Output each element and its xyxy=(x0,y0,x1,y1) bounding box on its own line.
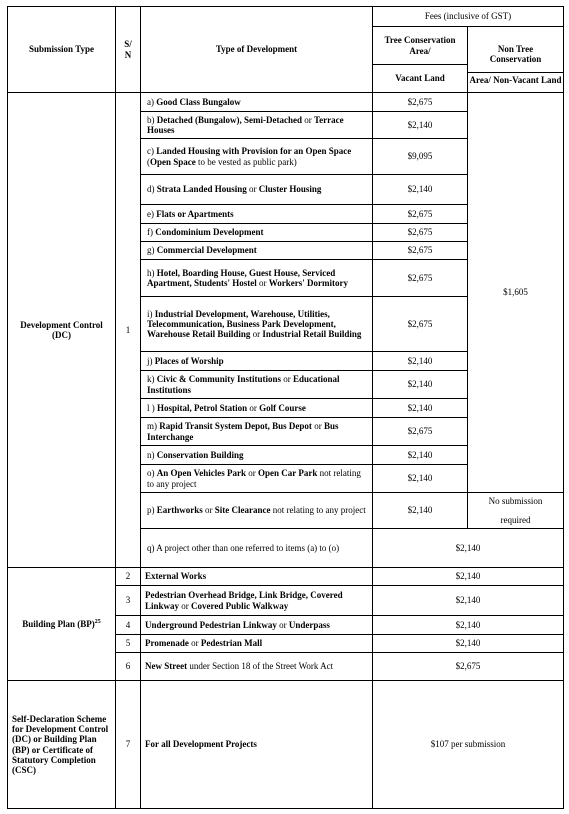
bp-sn-5: 5 xyxy=(116,635,141,653)
header-type-of-development: Type of Development xyxy=(141,7,373,93)
dc-fee-k: $2,140 xyxy=(373,371,468,399)
bp-item-3 xyxy=(141,586,373,616)
item-prefix: i) xyxy=(147,308,155,319)
item-prefix: m) xyxy=(147,421,160,432)
item-bold: Pedestrian Overhead Bridge, Link Bridge, Covered Linkway xyxy=(145,590,343,611)
bp-label-sup: 25 xyxy=(94,618,101,625)
item-bold-2: Covered Public Walkway xyxy=(191,600,289,611)
dc-fee-f: $2,675 xyxy=(373,224,468,242)
item-prefix: h) xyxy=(147,267,157,278)
item-bold: Earthworks xyxy=(156,505,203,516)
dc-fee-e: $2,675 xyxy=(373,205,468,224)
item-tail: not relating to any project xyxy=(147,468,361,489)
dc-fee-n: $2,140 xyxy=(373,446,468,465)
item-bold: Underground Pedestrian Linkway xyxy=(145,619,277,630)
bp-sn-4: 4 xyxy=(116,616,141,635)
item-bold: New Street xyxy=(145,661,188,672)
item-conj: or xyxy=(246,468,259,479)
item-conj: or xyxy=(256,278,269,288)
bp-item-6 xyxy=(141,653,373,681)
sd-label: Self-Declaration Scheme for Development Control (DC) or Building Plan (BP) or Certificate of Statutory Completion (CSC) xyxy=(8,681,116,809)
item-bold: Condominium Development xyxy=(155,227,264,238)
item-bold: Conservation Building xyxy=(156,449,244,460)
dc-item-q: q) A project other than one referred to items (a) to (o) xyxy=(141,529,373,568)
item-conj: or xyxy=(276,619,289,630)
item-conj: or xyxy=(281,374,294,385)
sd-item: For all Development Projects xyxy=(141,681,373,809)
item-bold-2: Underpass xyxy=(288,619,330,630)
dc-fee-i: $2,675 xyxy=(373,297,468,352)
item-bold-2: Pedestrian Mall xyxy=(200,638,263,649)
sd-fee: $107 per submission xyxy=(373,681,564,809)
item-bold-2: Industrial Retail Building xyxy=(262,329,362,340)
dc-fee-p: $2,140 xyxy=(373,493,468,529)
dc-item-d xyxy=(141,175,373,205)
bp-fee-2: $2,140 xyxy=(373,568,564,586)
dc-fee-d: $2,140 xyxy=(373,175,468,205)
dc-item-g xyxy=(141,242,373,260)
no-submission-line2: required xyxy=(500,515,531,525)
item-conj: or xyxy=(250,329,263,340)
item-bold-2: Site Clearance xyxy=(214,505,271,516)
dc-fee-o: $2,140 xyxy=(373,465,468,493)
dc-fee-c: $9,095 xyxy=(373,139,468,175)
item-bold: Landed Housing with Provision for an Open Space xyxy=(156,146,352,157)
dc-fee-b: $2,140 xyxy=(373,112,468,139)
bp-sn-2: 2 xyxy=(116,568,141,586)
header-vacant-land: Vacant Land xyxy=(373,65,468,93)
item-tail: to be vested as public park) xyxy=(195,156,297,167)
header-non-tree-line1: Non Tree Conservation xyxy=(489,43,542,64)
item-tail: under Section 18 of the Street Work Act xyxy=(187,661,334,672)
dc-item-k xyxy=(141,371,373,399)
item-prefix: f) xyxy=(147,227,156,238)
item-prefix: g) xyxy=(147,245,157,256)
item-prefix: c) xyxy=(147,146,157,157)
item-prefix: l ) xyxy=(147,402,157,413)
header-submission-type: Submission Type xyxy=(8,7,116,93)
header-non-vacant: Area/ Non-Vacant Land xyxy=(468,72,563,85)
dc-item-c xyxy=(141,139,373,175)
no-submission-line1: No submission xyxy=(488,495,543,506)
bp-item-2 xyxy=(141,568,373,586)
item-conj: or xyxy=(311,421,324,432)
item-bold: External Works xyxy=(145,571,207,582)
header-sn: S/ N xyxy=(116,7,141,93)
dc-item-l xyxy=(141,399,373,418)
item-bold: Strata Landed Housing xyxy=(156,184,247,195)
dc-fee-a: $2,675 xyxy=(373,93,468,112)
bp-sn-6: 6 xyxy=(116,653,141,681)
item-bold: Industrial Development, Warehouse, Utilities, Telecommunication, Business Park Development, Warehouse Retail Building xyxy=(147,308,336,340)
dc-item-p xyxy=(141,493,373,529)
item-conj: or xyxy=(246,184,259,195)
item-bold: Places of Worship xyxy=(154,355,224,366)
item-prefix: d) xyxy=(147,184,157,195)
item-conj: or xyxy=(302,114,314,125)
dc-item-i xyxy=(141,297,373,352)
item-prefix: j) xyxy=(147,355,155,366)
item-bold: An Open Vehicles Park xyxy=(156,468,247,479)
dc-item-m xyxy=(141,418,373,446)
item-conj: or xyxy=(202,505,215,516)
dc-label: Development Control (DC) xyxy=(8,93,116,568)
item-bold: Hospital, Petrol Station xyxy=(157,402,248,413)
dc-item-n xyxy=(141,446,373,465)
dc-fee-l: $2,140 xyxy=(373,399,468,418)
dc-fee-j: $2,140 xyxy=(373,352,468,371)
sd-sn: 7 xyxy=(116,681,141,809)
bp-fee-3: $2,140 xyxy=(373,586,564,616)
dc-non-tree-fee: $1,605 xyxy=(468,93,564,493)
header-non-tree-conservation xyxy=(468,27,564,93)
item-prefix: n) xyxy=(147,449,157,460)
item-prefix: a) xyxy=(147,96,157,107)
dc-item-b xyxy=(141,112,373,139)
item-conj: or xyxy=(188,638,201,649)
item-bold: Good Class Bungalow xyxy=(156,96,241,107)
bp-fee-6: $2,675 xyxy=(373,653,564,681)
item-bold: Detached (Bungalow), Semi-Detached xyxy=(156,114,302,125)
dc-item-h xyxy=(141,260,373,297)
item-bold: Hotel, Boarding House, Guest House, Serviced Apartment, Students' Hostel xyxy=(147,267,336,288)
bp-sn-3: 3 xyxy=(116,586,141,616)
bp-fee-4: $2,140 xyxy=(373,616,564,635)
item-bold: Civic & Community Institutions xyxy=(156,374,282,385)
dc-item-o xyxy=(141,465,373,493)
dc-fee-h: $2,675 xyxy=(373,260,468,297)
bp-item-5 xyxy=(141,635,373,653)
item-bold: Promenade xyxy=(145,638,189,649)
dc-item-f xyxy=(141,224,373,242)
item-prefix: b) xyxy=(147,114,157,125)
bp-item-4 xyxy=(141,616,373,635)
item-bold: Flats or Apartments xyxy=(156,208,234,219)
dc-non-tree-p xyxy=(468,493,564,529)
item-tail: not relating to any project xyxy=(270,505,366,516)
dc-item-a xyxy=(141,93,373,112)
dc-fee-g: $2,675 xyxy=(373,242,468,260)
bp-fee-5: $2,140 xyxy=(373,635,564,653)
item-bold-2: Open Car Park xyxy=(258,468,318,479)
item-bold: Commercial Development xyxy=(156,245,257,256)
dc-item-j xyxy=(141,352,373,371)
item-bold-2: Cluster Housing xyxy=(258,184,322,195)
bp-label xyxy=(8,568,116,681)
item-bold: Rapid Transit System Depot, Bus Depot xyxy=(159,421,312,432)
bp-label-text: Building Plan (BP) xyxy=(22,618,95,629)
fees-table xyxy=(7,6,564,809)
item-prefix: o) xyxy=(147,468,157,479)
item-bold-2: Terrace Houses xyxy=(147,114,344,135)
dc-item-e xyxy=(141,205,373,224)
header-tree-conservation: Tree Conservation Area/ xyxy=(373,27,468,65)
item-conj: or xyxy=(179,600,192,611)
item-prefix: e) xyxy=(147,208,157,219)
item-bold-2: Bus Interchange xyxy=(147,421,339,442)
item-prefix: p) xyxy=(147,505,157,516)
item-bold-2: Educational Institutions xyxy=(147,374,340,395)
item-bold-2: Open Space xyxy=(150,156,196,167)
item-conj: or xyxy=(247,402,260,413)
dc-sn: 1 xyxy=(116,93,141,568)
item-prefix: k) xyxy=(147,374,157,385)
header-fees: Fees (inclusive of GST) xyxy=(373,7,564,27)
dc-fee-m: $2,675 xyxy=(373,418,468,446)
item-conj: ( xyxy=(147,156,150,167)
item-bold-2: Golf Course xyxy=(259,402,306,413)
item-bold-2: Workers' Dormitory xyxy=(268,278,348,288)
dc-fee-q: $2,140 xyxy=(373,529,564,568)
